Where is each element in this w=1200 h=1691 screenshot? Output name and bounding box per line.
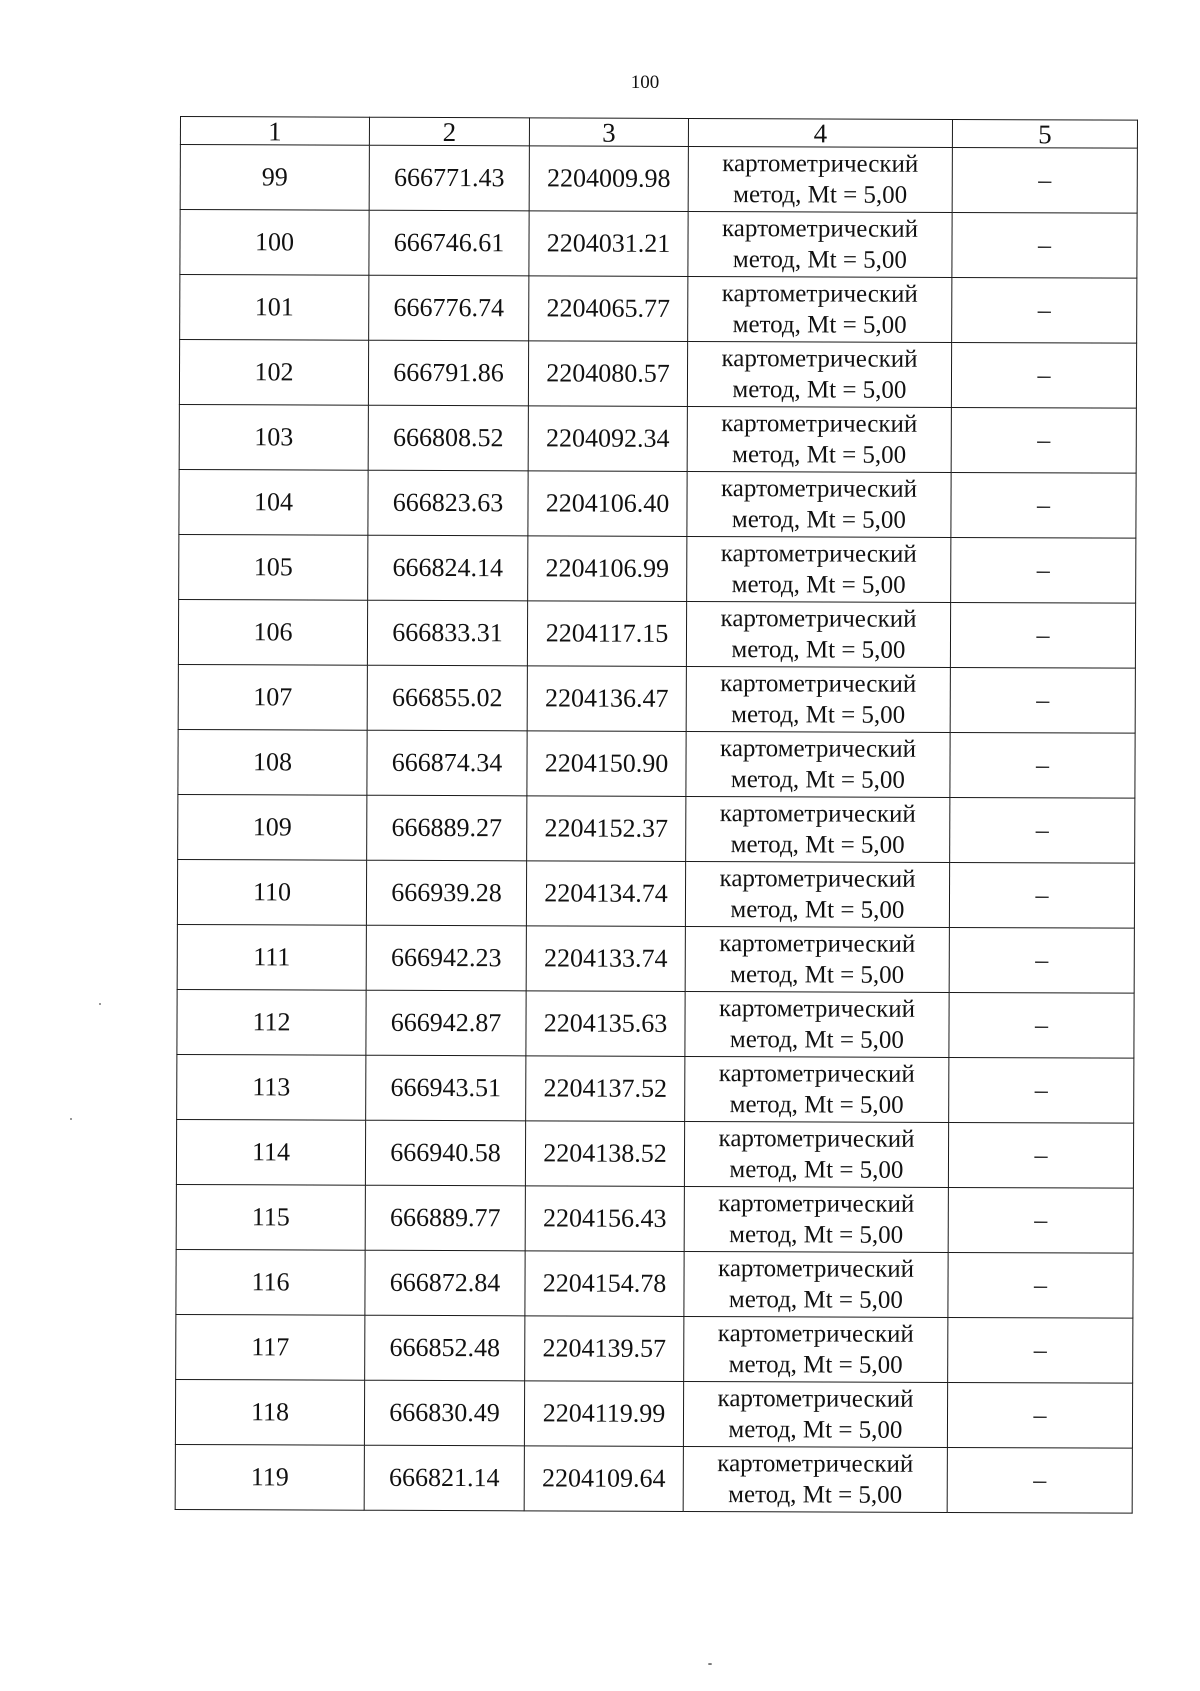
- x-coordinate-cell: 666855.02: [367, 665, 527, 731]
- x-coordinate-cell: 666889.77: [365, 1185, 525, 1251]
- y-coordinate-cell: 2204092.34: [528, 406, 687, 472]
- method-line-1: картометрический: [718, 1125, 915, 1153]
- point-number-cell: 114: [176, 1119, 365, 1185]
- table-row: [177, 924, 1134, 993]
- method-cell: [686, 731, 950, 797]
- point-number-cell: 103: [179, 404, 368, 470]
- y-coordinate-cell: 2204009.98: [529, 146, 688, 212]
- table-header: [180, 117, 1137, 149]
- point-number-cell: 108: [178, 729, 367, 795]
- point-number-cell: 110: [177, 859, 366, 925]
- method-line-2: метод, Mt = 5,00: [730, 961, 905, 989]
- point-number-cell: 113: [177, 1054, 366, 1120]
- method-line-2: метод, Mt = 5,00: [728, 1286, 904, 1314]
- y-coordinate-cell: 2204154.78: [525, 1251, 684, 1317]
- method-line-1: картометрический: [717, 1385, 914, 1413]
- table-body: [175, 145, 1137, 1514]
- note-cell: –: [952, 147, 1137, 213]
- note-cell: –: [949, 992, 1134, 1058]
- method-line-2: метод, Mt = 5,00: [732, 311, 907, 339]
- y-coordinate-cell: 2204065.77: [529, 276, 688, 342]
- method-line-2: метод, Mt = 5,00: [733, 181, 908, 209]
- x-coordinate-cell: 666830.49: [364, 1380, 524, 1446]
- method-line-2: метод, Mt = 5,00: [728, 1351, 903, 1379]
- page-number: 100: [630, 72, 660, 93]
- method-cell: [683, 1446, 947, 1512]
- table-row: [180, 210, 1137, 279]
- note-cell: –: [952, 277, 1137, 343]
- method-line-1: картометрический: [719, 995, 916, 1023]
- method-line-1: картометрический: [717, 1450, 914, 1478]
- x-coordinate-cell: 666874.34: [367, 730, 527, 796]
- method-line-2: метод, Mt = 5,00: [731, 701, 906, 729]
- note-cell: –: [948, 1187, 1133, 1253]
- method-line-1: картометрический: [720, 735, 917, 763]
- y-coordinate-cell: 2204119.99: [524, 1381, 683, 1447]
- header-col-4: 4: [688, 118, 952, 147]
- note-cell: –: [948, 1122, 1133, 1188]
- y-coordinate-cell: 2204156.43: [525, 1186, 684, 1252]
- note-cell: –: [951, 537, 1136, 603]
- note-cell: –: [951, 472, 1136, 538]
- y-coordinate-cell: 2204133.74: [526, 926, 685, 992]
- y-coordinate-cell: 2204136.47: [527, 666, 686, 732]
- table-row: [175, 1379, 1132, 1448]
- method-line-1: картометрический: [720, 605, 917, 633]
- note-cell: –: [949, 1057, 1134, 1123]
- point-number-cell: 112: [177, 989, 366, 1055]
- method-line-1: картометрический: [722, 215, 919, 243]
- x-coordinate-cell: 666872.84: [365, 1250, 525, 1316]
- method-cell: [688, 146, 952, 212]
- method-line-1: картометрический: [720, 540, 917, 568]
- method-cell: [684, 1251, 948, 1317]
- point-number-cell: 105: [179, 534, 368, 600]
- method-cell: [684, 1186, 948, 1252]
- x-coordinate-cell: 666940.58: [365, 1120, 525, 1186]
- method-cell: [685, 1056, 949, 1122]
- table-row: [177, 1054, 1134, 1123]
- y-coordinate-cell: 2204134.74: [526, 861, 685, 927]
- method-line-1: картометрический: [721, 345, 918, 373]
- x-coordinate-cell: 666824.14: [368, 535, 528, 601]
- table-row: [176, 1184, 1133, 1253]
- note-cell: –: [947, 1447, 1132, 1513]
- method-cell: [683, 1381, 947, 1447]
- method-line-2: метод, Mt = 5,00: [731, 571, 906, 599]
- table-row: [180, 145, 1137, 214]
- method-cell: [687, 341, 951, 407]
- method-line-2: метод, Mt = 5,00: [732, 246, 908, 274]
- note-cell: –: [949, 927, 1134, 993]
- x-coordinate-cell: 666833.31: [367, 600, 527, 666]
- method-cell: [685, 991, 949, 1057]
- scan-speck: [99, 1003, 101, 1005]
- point-number-cell: 111: [177, 924, 366, 990]
- header-col-1: 1: [180, 117, 369, 146]
- method-line-2: метод, Mt = 5,00: [732, 441, 907, 469]
- table-row: [178, 794, 1135, 863]
- point-number-cell: 102: [179, 340, 368, 406]
- method-cell: [686, 601, 950, 667]
- method-line-2: метод, Mt = 5,00: [729, 1156, 904, 1184]
- y-coordinate-cell: 2204138.52: [525, 1121, 684, 1187]
- point-number-cell: 118: [175, 1379, 364, 1445]
- point-number-cell: 115: [176, 1184, 365, 1250]
- method-line-1: картометрический: [719, 800, 916, 828]
- method-line-1: картометрический: [717, 1320, 914, 1348]
- point-number-cell: 104: [179, 469, 368, 535]
- point-number-cell: 99: [180, 145, 369, 211]
- header-col-2: 2: [369, 117, 529, 146]
- table-row: [178, 599, 1135, 668]
- y-coordinate-cell: 2204137.52: [526, 1056, 685, 1122]
- table-row: [176, 1314, 1133, 1383]
- note-cell: –: [950, 667, 1135, 733]
- y-coordinate-cell: 2204106.40: [528, 471, 687, 537]
- table-row: [178, 729, 1135, 798]
- x-coordinate-cell: 666942.87: [366, 990, 526, 1056]
- table-row: [179, 469, 1136, 538]
- method-cell: [685, 926, 949, 992]
- method-cell: [687, 536, 951, 602]
- y-coordinate-cell: 2204109.64: [524, 1446, 683, 1512]
- point-number-cell: 109: [178, 794, 367, 860]
- point-number-cell: 119: [175, 1444, 364, 1510]
- table-row: [180, 275, 1137, 344]
- method-cell: [687, 471, 951, 537]
- method-line-1: картометрический: [718, 1255, 915, 1283]
- note-cell: –: [950, 797, 1135, 863]
- x-coordinate-cell: 666943.51: [366, 1055, 526, 1121]
- method-line-2: метод, Mt = 5,00: [728, 1481, 903, 1509]
- point-number-cell: 107: [178, 664, 367, 730]
- scan-speck: [70, 1118, 72, 1120]
- x-coordinate-cell: 666823.63: [368, 470, 528, 536]
- header-row: [180, 117, 1137, 149]
- note-cell: –: [950, 602, 1135, 668]
- method-line-2: метод, Mt = 5,00: [730, 766, 906, 794]
- note-cell: –: [951, 342, 1136, 408]
- method-line-2: метод, Mt = 5,00: [728, 1416, 903, 1444]
- scan-speck: [708, 1663, 712, 1665]
- method-line-1: картометрический: [719, 865, 916, 893]
- header-col-5: 5: [952, 119, 1137, 148]
- note-cell: –: [951, 407, 1136, 473]
- x-coordinate-cell: 666889.27: [367, 795, 527, 861]
- y-coordinate-cell: 2204117.15: [527, 601, 686, 667]
- y-coordinate-cell: 2204031.21: [529, 211, 688, 277]
- x-coordinate-cell: 666808.52: [368, 405, 528, 471]
- note-cell: –: [948, 1317, 1133, 1383]
- table-row: [177, 859, 1134, 928]
- y-coordinate-cell: 2204080.57: [528, 341, 687, 407]
- note-cell: –: [947, 1382, 1132, 1448]
- method-line-1: картометрический: [721, 475, 918, 503]
- note-cell: –: [950, 732, 1135, 798]
- y-coordinate-cell: 2204150.90: [527, 731, 686, 797]
- y-coordinate-cell: 2204135.63: [526, 991, 685, 1057]
- y-coordinate-cell: 2204152.37: [527, 796, 686, 862]
- method-line-1: картометрический: [719, 930, 916, 958]
- note-cell: –: [949, 862, 1134, 928]
- x-coordinate-cell: 666939.28: [366, 860, 526, 926]
- x-coordinate-cell: 666776.74: [369, 275, 529, 341]
- method-line-1: картометрический: [720, 670, 917, 698]
- method-line-2: метод, Mt = 5,00: [730, 896, 905, 924]
- method-cell: [684, 1316, 948, 1382]
- method-line-2: метод, Mt = 5,00: [730, 831, 905, 859]
- method-line-2: метод, Mt = 5,00: [729, 1091, 904, 1119]
- point-number-cell: 116: [176, 1249, 365, 1315]
- method-line-1: картометрический: [721, 280, 918, 308]
- point-number-cell: 106: [178, 599, 367, 665]
- x-coordinate-cell: 666821.14: [364, 1445, 524, 1511]
- method-line-1: картометрический: [721, 410, 918, 438]
- point-number-cell: 117: [176, 1314, 365, 1380]
- table-row: [175, 1444, 1132, 1513]
- table-row: [179, 534, 1136, 603]
- table-row: [178, 664, 1135, 733]
- table-row: [179, 404, 1136, 473]
- method-line-2: метод, Mt = 5,00: [729, 1026, 905, 1054]
- x-coordinate-cell: 666852.48: [365, 1315, 525, 1381]
- method-cell: [686, 666, 950, 732]
- table-row: [176, 1119, 1133, 1188]
- point-number-cell: 101: [180, 275, 369, 341]
- x-coordinate-cell: 666791.86: [368, 340, 528, 406]
- method-cell: [688, 276, 952, 342]
- method-line-2: метод, Mt = 5,00: [732, 376, 907, 404]
- method-line-1: картометрический: [718, 1060, 915, 1088]
- table-row: [176, 1249, 1133, 1318]
- y-coordinate-cell: 2204106.99: [528, 536, 687, 602]
- method-cell: [686, 796, 950, 862]
- method-cell: [685, 861, 949, 927]
- table-row: [177, 989, 1134, 1058]
- note-cell: –: [948, 1252, 1133, 1318]
- method-line-2: метод, Mt = 5,00: [731, 506, 907, 534]
- x-coordinate-cell: 666771.43: [369, 145, 529, 211]
- coordinates-table: [175, 116, 1138, 1514]
- header-col-3: 3: [529, 118, 688, 147]
- table-row: [179, 340, 1136, 409]
- point-number-cell: 100: [180, 210, 369, 276]
- method-cell: [687, 406, 951, 472]
- x-coordinate-cell: 666942.23: [366, 925, 526, 991]
- method-line-1: картометрический: [718, 1190, 915, 1218]
- method-line-2: метод, Mt = 5,00: [731, 636, 906, 664]
- x-coordinate-cell: 666746.61: [369, 210, 529, 276]
- method-cell: [688, 211, 952, 277]
- method-cell: [684, 1121, 948, 1187]
- note-cell: –: [952, 212, 1137, 278]
- y-coordinate-cell: 2204139.57: [525, 1316, 684, 1382]
- method-line-2: метод, Mt = 5,00: [729, 1221, 904, 1249]
- method-line-1: картометрический: [722, 150, 919, 178]
